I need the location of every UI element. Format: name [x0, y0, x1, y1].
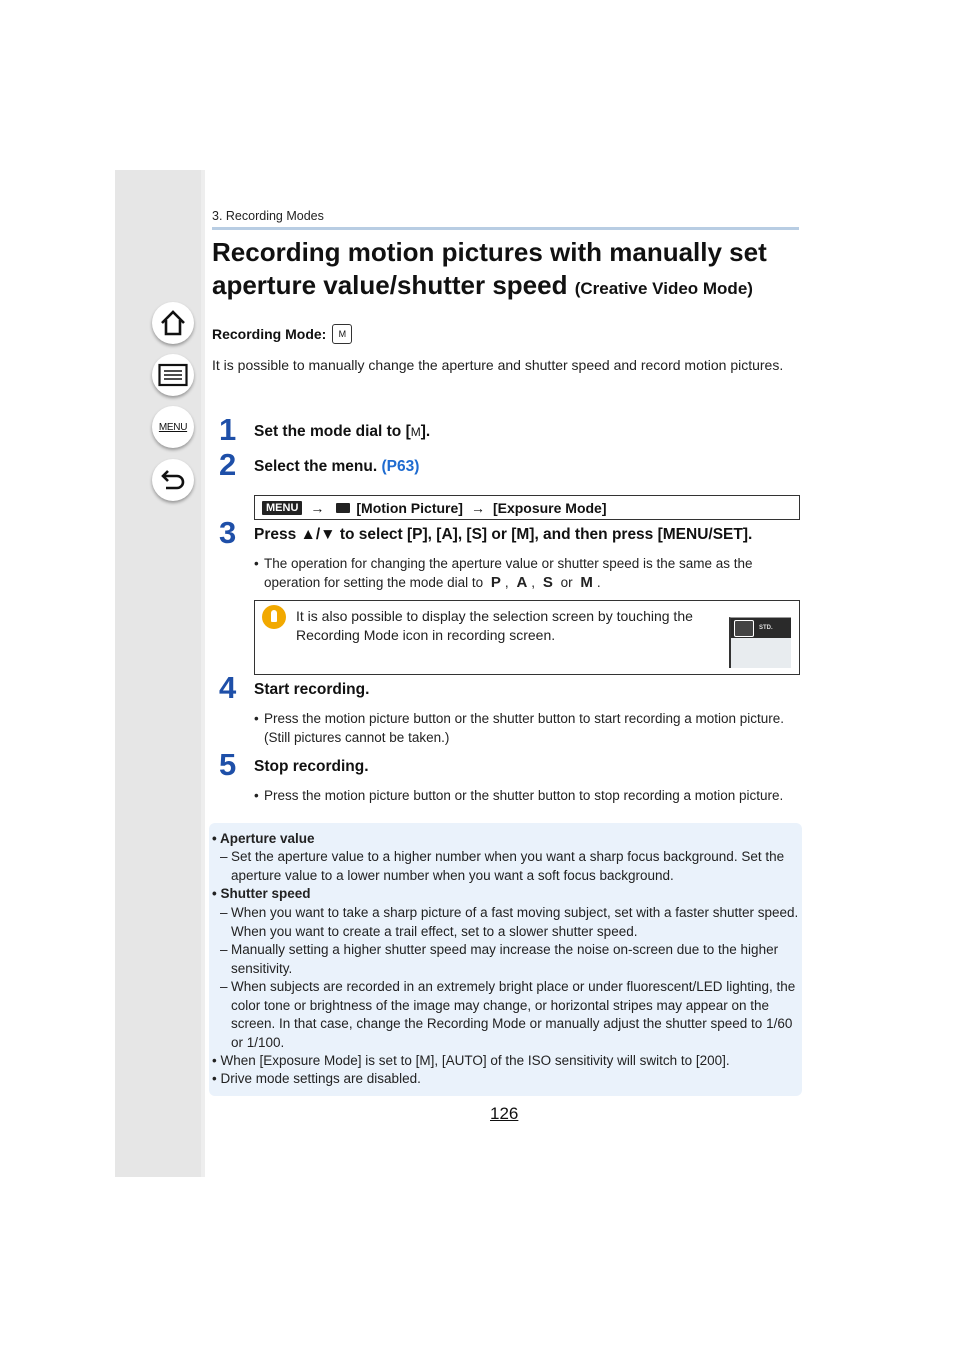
bullet-dot: • [254, 711, 259, 726]
note-text: When subjects are recorded in an extremely bright place or under fluorescent/LED lighting, the color tone or brightness of the image may change, or horizontal stripes may appear on the screen. In that case, change the Recording Mode or manually adjust the shutter speed to 1/60 or 1/100. [231, 979, 796, 1050]
step1-text-b: ]. [420, 423, 431, 440]
dash: – [220, 849, 228, 864]
arrow: → [470, 499, 485, 516]
bullet-dot: • [254, 788, 259, 803]
dash: – [220, 979, 228, 994]
sep: , [504, 574, 509, 590]
menu-button[interactable] [152, 406, 194, 448]
menu-path [254, 495, 800, 520]
arrow: → [310, 499, 325, 516]
sep: . [596, 574, 601, 590]
page-link[interactable]: (P63) [381, 458, 420, 475]
step-number: 1 [219, 412, 237, 447]
menu-badge: MENU [262, 501, 302, 515]
menu-item-exposure-mode: [Exposure Mode] [492, 499, 607, 516]
note-head-text: Aperture value [219, 831, 315, 846]
recording-screen-thumbnail [729, 617, 791, 668]
step4-bullet [254, 710, 802, 747]
step-text: Start recording. [254, 681, 370, 698]
mode-s: S [542, 573, 553, 591]
back-icon [159, 467, 187, 493]
dash: – [220, 942, 228, 957]
page-number: 126 [490, 1104, 519, 1123]
bullet-dot: • [254, 556, 259, 571]
breadcrumb: 3. Recording Modes [212, 209, 324, 223]
note-aperture-head: • Aperture value [212, 831, 315, 846]
title-main: Recording motion pictures with manually set aperture value/shutter speed [212, 237, 767, 300]
step-text [254, 458, 419, 476]
home-icon [159, 309, 187, 337]
notes-box [209, 823, 802, 1096]
recording-mode-label: Recording Mode: [212, 326, 327, 342]
list-icon [158, 363, 188, 387]
step-text: Stop recording. [254, 758, 369, 775]
step-number: 3 [219, 515, 237, 550]
note-item [220, 978, 800, 1052]
camera-icon [336, 503, 350, 513]
note-item [220, 848, 800, 885]
step-text: Press ▲/▼ to select [P], [A], [S] or [M], and then press [MENU/SET]. [254, 526, 753, 543]
step-number: 5 [219, 747, 237, 782]
bullet-text [264, 555, 802, 592]
recording-mode-screen-icon [734, 620, 754, 637]
screen-std-label: STD. [759, 625, 773, 631]
note-text: When [Exposure Mode] is set to [M], [AUTO] of the ISO sensitivity will switch to [200]. [220, 1053, 730, 1068]
step-text [254, 423, 430, 441]
step3-bullet [254, 555, 802, 592]
recording-mode-line [212, 324, 352, 344]
note-text: Set the aperture value to a higher number when you want a sharp focus background. Set the aperture value to a lower number when you want a soft focus background. [231, 849, 785, 883]
tip-box [254, 600, 800, 675]
title-sub: (Creative Video Mode) [574, 279, 753, 298]
step-number: 2 [219, 447, 237, 482]
note-text: When you want to take a sharp picture of a fast moving subject, set with a faster shutter speed. When you want to create a trail effect, set to a slower shutter speed. [231, 905, 799, 939]
bullet-text: Press the motion picture button or the shutter button to start recording a motion picture. (Still pictures cannot be taken.) [264, 711, 785, 745]
tip-text: It is also possible to display the selection screen by touching the Recording Mode icon in recording screen. [296, 608, 693, 643]
note-item [220, 904, 800, 941]
header-rule [212, 227, 799, 230]
note-text: Drive mode settings are disabled. [220, 1071, 421, 1086]
mode-m: M [580, 573, 593, 591]
mode-dial-icon: M [410, 425, 421, 439]
bullet-body: The operation for changing the aperture value or shutter speed is the same as the operation for setting the mode dial to [264, 556, 753, 590]
back-button[interactable] [152, 459, 194, 501]
creative-video-mode-icon: M [332, 324, 352, 344]
step5-bullet [254, 787, 802, 806]
note-iso: • When [Exposure Mode] is set to [M], [AUTO] of the ISO sensitivity will switch to [200]. [212, 1053, 730, 1068]
mode-p: P [490, 573, 501, 591]
note-item [220, 941, 800, 978]
menu-icon: MENU [158, 421, 188, 433]
sep: , [531, 574, 536, 590]
dash: – [220, 905, 228, 920]
note-head-text: Shutter speed [220, 886, 311, 901]
sidebar-edge [201, 170, 205, 1177]
step2-text: Select the menu. [254, 458, 378, 475]
contents-button[interactable] [152, 354, 194, 396]
mode-a: A [516, 573, 528, 591]
note-text: Manually setting a higher shutter speed may increase the noise on-screen due to the higher sensitivity. [231, 942, 779, 976]
sep: or [560, 574, 573, 590]
home-button[interactable] [152, 302, 194, 344]
note-drive: • Drive mode settings are disabled. [212, 1071, 421, 1086]
menu-item-motion-picture: [Motion Picture] [356, 499, 463, 516]
tip-bulb-icon [262, 605, 286, 629]
step1-text-a: Set the mode dial to [ [254, 423, 411, 440]
bullet-text: Press the motion picture button or the shutter button to stop recording a motion picture. [264, 788, 784, 803]
page-title [212, 236, 802, 305]
intro-text: It is possible to manually change the aperture and shutter speed and record motion pictures. [212, 357, 784, 373]
note-shutter-head: • Shutter speed [212, 886, 311, 901]
step-number: 4 [219, 670, 237, 705]
